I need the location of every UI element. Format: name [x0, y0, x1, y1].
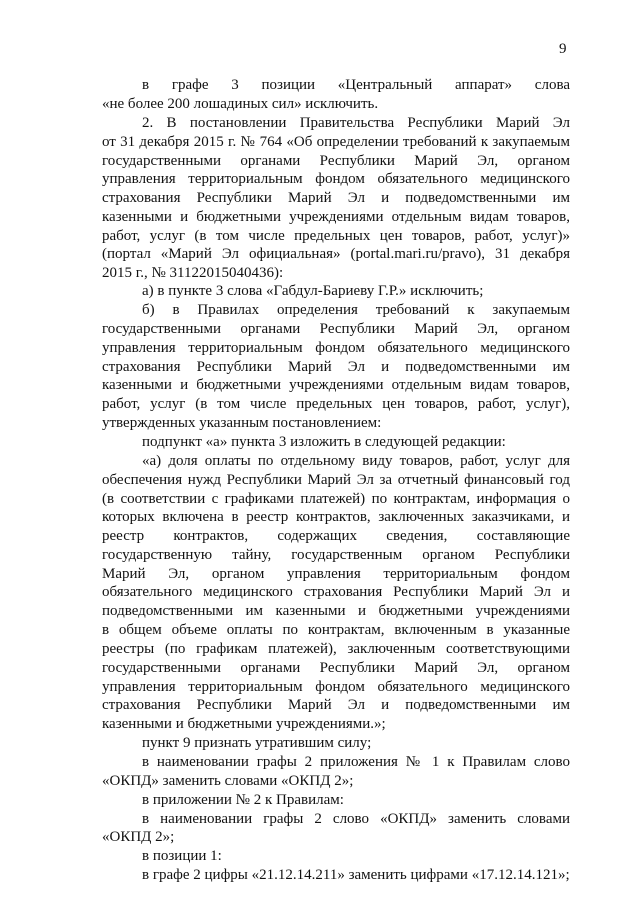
text-line: 2. В постановлении Правительства Республики Марий Эл — [142, 115, 570, 131]
page-number: 9 — [559, 41, 567, 57]
text-line: в наименовании графы 2 приложения № 1 к Правилам слово — [142, 754, 570, 770]
text-line: государственными органами Республики Марий Эл, органом — [102, 321, 570, 337]
text-line: «не более 200 лошадиных сил» исключить. — [102, 96, 379, 112]
text-line: страхования Республики Марий Эл и подведомственными им — [102, 697, 570, 713]
text-line: подпункт «а» пункта 3 изложить в следующей редакции: — [142, 434, 506, 450]
text-line: казенными и бюджетными учреждениями.»; — [102, 716, 386, 732]
text-line: управления территориальным фондом обязательного медицинского — [102, 340, 570, 356]
text-line: а) в пункте 3 слова «Габдул-Бариеву Г.Р.» исключить; — [142, 283, 484, 299]
text-line: управления территориальным фондом обязательного медицинского — [102, 171, 570, 187]
text-line: в общем объеме оплаты по контрактам, включенным в указанные — [102, 622, 570, 638]
text-line: (в соответствии с графиками платежей) по контрактам, информация о — [102, 491, 570, 507]
text-line: казенными и бюджетными учреждениями отдельным видам товаров, — [102, 209, 570, 225]
text-line: страхования Республики Марий Эл и подведомственными им — [102, 190, 570, 206]
text-line: «ОКПД 2»; — [102, 829, 175, 845]
text-line: обязательного медицинского страхования Республики Марий Эл и — [102, 584, 570, 600]
text-line: подведомственными им казенными и бюджетными учреждениями — [102, 603, 570, 619]
text-line: работ, услуг (в том числе предельных цен товаров, работ, услуг), — [102, 396, 570, 412]
text-line: которых включена в реестр контрактов, заключенных заказчиками, и — [102, 509, 570, 525]
text-line: (портал «Марий Эл официальная» (portal.mari.ru/pravo), 31 декабря — [102, 246, 570, 262]
text-line: пункт 9 признать утратившим силу; — [142, 735, 372, 751]
text-line: в позиции 1: — [142, 848, 222, 864]
text-line: «ОКПД» заменить словами «ОКПД 2»; — [102, 773, 354, 789]
text-line: утвержденных указанным постановлением: — [102, 415, 382, 431]
text-line: казенными и бюджетными учреждениями отдельным видам товаров, — [102, 377, 570, 393]
text-line: государственными органами Республики Марий Эл, органом — [102, 153, 570, 169]
text-line: государственную тайну, государственным органом Республики — [102, 547, 570, 563]
text-line: 2015 г., № 31122015040436): — [102, 265, 284, 281]
text-line: в наименовании графы 2 слово «ОКПД» заменить словами — [142, 811, 570, 827]
text-line: Марий Эл, органом управления территориальным фондом — [102, 566, 570, 582]
text-line: в графе 2 цифры «21.12.14.211» заменить цифрами «17.12.14.121»; — [142, 867, 570, 883]
text-line: государственными органами Республики Марий Эл, органом — [102, 660, 570, 676]
text-line: реестры (по графикам платежей), заключенным соответствующими — [102, 641, 570, 657]
text-line: в графе 3 позиции «Центральный аппарат» слова — [142, 77, 570, 93]
text-line: «а) доля оплаты по отдельному виду товаров, работ, услуг для — [142, 453, 570, 469]
text-line: управления территориальным фондом обязательного медицинского — [102, 679, 570, 695]
text-line: реестр контрактов, содержащих сведения, составляющие — [102, 528, 570, 544]
text-line: работ, услуг (в том числе предельных цен товаров, работ, услуг)» — [102, 228, 570, 244]
text-line: обеспечения нужд Республики Марий Эл за отчетный финансовый год — [102, 472, 570, 488]
text-line: страхования Республики Марий Эл и подведомственными им — [102, 359, 570, 375]
text-line: б) в Правилах определения требований к закупаемым — [142, 302, 570, 318]
text-line: от 31 декабря 2015 г. № 764 «Об определении требований к закупаемым — [102, 134, 570, 150]
text-line: в приложении № 2 к Правилам: — [142, 792, 344, 808]
